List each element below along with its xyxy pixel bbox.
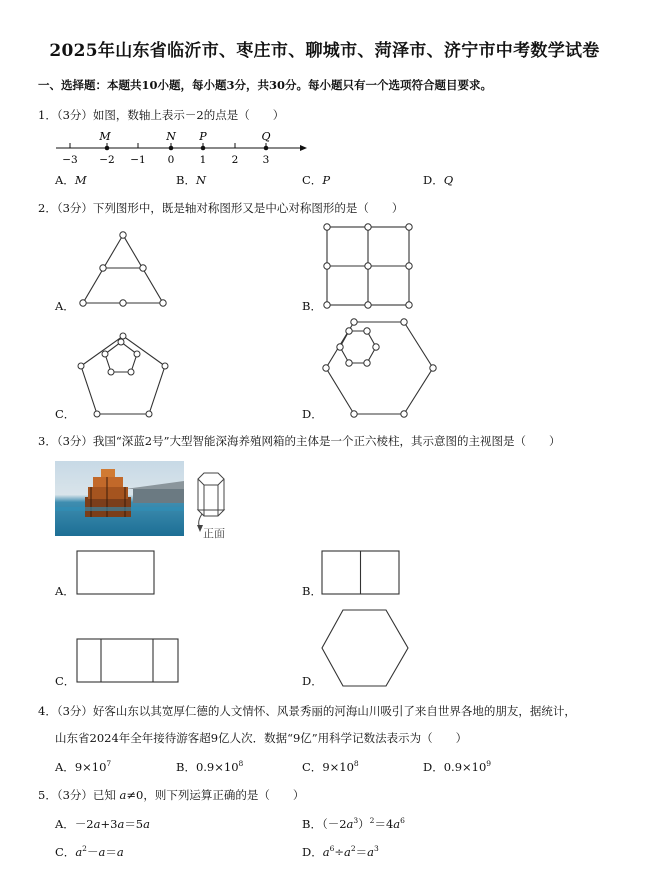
q3-figure-d-hexagon (320, 608, 410, 688)
q3-label-a[interactable]: A． (55, 584, 75, 598)
q2-label-d[interactable]: D． (302, 407, 323, 421)
q4-option-c[interactable]: C．$9\times 10^8$ (302, 759, 359, 774)
front-label: 正面 (203, 527, 225, 540)
q4-option-b[interactable]: B．$0.9\times 10^8$ (176, 759, 244, 774)
q3-stem: 3．（3分）我国“深蓝2号”大型智能深海养殖网箱的主体是一个正六棱柱，其示意图的主视图是（ ） (38, 434, 561, 448)
q2-figure-b-grid (322, 222, 414, 310)
q1-option-c[interactable]: C．P (302, 173, 331, 187)
q4-option-a[interactable]: A．$9\times 10^7$ (55, 759, 112, 774)
q2-label-c[interactable]: C． (55, 407, 76, 421)
page-title: 2025年山东省临沂市、枣庄市、聊城市、菏泽市、济宁市中考数学试卷 (49, 41, 600, 61)
tick-label: 0 (167, 154, 175, 166)
q4-option-d[interactable]: D．$0.9\times 10^9$ (423, 759, 492, 774)
tick-label: 3 (262, 154, 270, 166)
q2-label-a[interactable]: A． (55, 299, 75, 313)
hex-prism-sketch (188, 470, 250, 542)
number-line (50, 126, 310, 168)
q3-figure-b-two-rects (321, 550, 401, 596)
q3-figure-c-three-rects (76, 638, 180, 684)
tick-label: 1 (199, 154, 207, 166)
deep-sea-cage-photo (55, 461, 184, 536)
q2-stem: 2．（3分）下列图形中，既是轴对称图形又是中心对称图形的是（ ） (38, 201, 404, 215)
q5-stem: 5．（3分）已知 a≠0，则下列运算正确的是（ ） (38, 788, 305, 802)
q5-option-d[interactable]: D．$a^6\div a^2=a^3$ (302, 844, 379, 859)
tick-label: −3 (62, 154, 78, 166)
q4-stem-line2: 山东省2024年全年接待游客超9亿人次．数据“9亿”用科学记数法表示为（ ） (55, 731, 468, 745)
point-label-n: N (166, 130, 176, 143)
q3-figure-a-rectangle (76, 550, 156, 596)
q1-option-b[interactable]: B．N (176, 173, 207, 187)
q4-stem-line1: 4．（3分）好客山东以其宽厚仁德的人文情怀、风景秀丽的河海山川吸引了来自世界各地的朋友，据统计， (38, 704, 576, 718)
q3-label-c[interactable]: C． (55, 674, 76, 688)
point-label-p: P (199, 130, 207, 143)
point-label-m: M (99, 130, 111, 143)
q2-figure-d-hexagons (318, 316, 443, 420)
tick-label: −2 (99, 154, 115, 166)
q5-option-c[interactable]: C．$a^2-a=a$ (55, 844, 124, 859)
tick-label: −1 (130, 154, 146, 166)
q1-stem: 1．（3分）如图，数轴上表示－2的点是（ ） (38, 108, 285, 122)
q1-option-a[interactable]: A．M (55, 173, 87, 187)
q2-label-b[interactable]: B． (302, 299, 322, 313)
q1-option-d[interactable]: D．Q (423, 173, 454, 187)
tick-label: 2 (231, 154, 239, 166)
section-heading: 一、选择题：本题共10小题，每小题3分，共30分。每小题只有一个选项符合题目要求。 (38, 78, 493, 92)
q3-label-b[interactable]: B． (302, 584, 322, 598)
point-label-q: Q (261, 130, 271, 143)
q2-figure-c-pentagons (75, 330, 175, 420)
q5-option-a[interactable]: A．－2a+3a＝5a (55, 817, 150, 831)
q2-figure-a-triangle (78, 230, 170, 308)
q5-option-b[interactable]: B．$(-2a^3)^2=4a^6$ (302, 816, 405, 831)
q3-label-d[interactable]: D． (302, 674, 323, 688)
